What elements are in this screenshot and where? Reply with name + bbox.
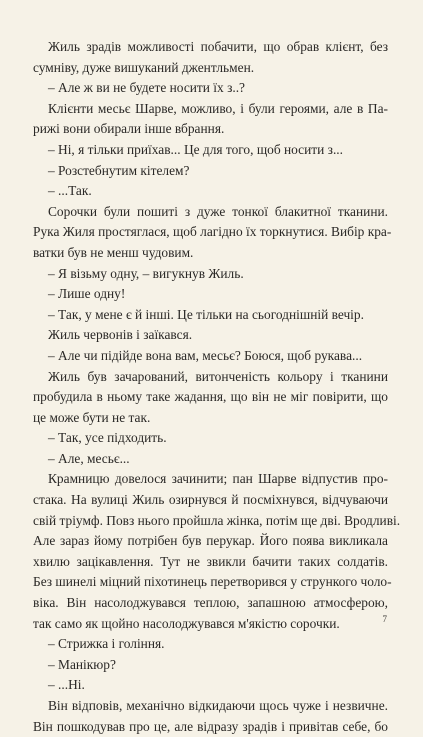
text-line: рижі вони обирали інше вбрання.	[33, 121, 225, 137]
text-line: Клієнти месьє Шарве, можливо, і були героями, але в Па-	[48, 100, 388, 116]
text-line: – Манікюр?	[48, 656, 116, 672]
text-line: – ...Так.	[48, 183, 92, 199]
text-line: Жиль був зачарований, витонченість кольору і тканини	[48, 368, 388, 384]
text-line: – Але ж ви не будете носити їх з..?	[48, 80, 245, 96]
text-line: так само як щойно насолоджувався м'якістю сорочки.	[33, 615, 340, 631]
text-line: віка. Він насолоджувався теплою, запашною атмосферою,	[33, 595, 388, 611]
text-line: – Але, месьє...	[48, 450, 130, 466]
text-line: – ...Ні.	[48, 677, 85, 693]
text-line: Без шинелі міцний піхотинець перетворився у стрункого чоло-	[33, 574, 392, 590]
text-line: Жиль червонів і заїкався.	[48, 327, 193, 343]
text-line: – Стрижка і гоління.	[48, 636, 165, 652]
text-line: – Я візьму одну, – вигукнув Жиль.	[48, 265, 244, 281]
text-line: Але зараз йому потрібен був перукар. Його поява викликала	[33, 533, 388, 549]
text-line: свій тріумф. Повз нього пройшла жінка, потім ще дві. Вродливі.	[33, 512, 401, 528]
text-line: Рука Жиля простяглася, щоб лагідно їх торкнутися. Вибір кра-	[33, 224, 392, 240]
text-line: – Так, у мене є й інші. Це тільки на сьогоднішній вечір.	[48, 306, 364, 322]
page-body-text	[33, 37, 401, 737]
page-number: 7	[382, 614, 387, 624]
text-line: – Розстебнутим кітелем?	[48, 162, 190, 178]
text-line: Він відповів, механічно відкидаючи щось чуже і незвичне.	[48, 698, 388, 713]
text-line: – Так, усе підходить.	[48, 430, 167, 446]
text-line: – Ні, я тільки приїхав... Це для того, щоб носити з...	[48, 141, 343, 157]
text-line: Сорочки були пошиті з дуже тонкої блакитної тканини.	[48, 203, 388, 219]
text-line: стака. На вулиці Жиль озирнувся й посміхнувся, відчуваючи	[33, 492, 388, 508]
text-line: Крамницю довелося зачинити; пан Шарве відпустив про-	[48, 471, 388, 487]
text-line: Він пошкодував про це, але відразу зрадів і привітав себе, бо	[33, 718, 388, 734]
text-line: Жиль зрадів можливості побачити, що обрав клієнт, без	[48, 39, 388, 54]
text-line: – Лише одну!	[48, 286, 126, 302]
text-line: сумніву, дуже вишуканий джентльмен.	[33, 59, 255, 75]
text-line: – Але чи підійде вона вам, месьє? Боюся, щоб рукава...	[48, 347, 363, 363]
text-line: це може бути не так.	[33, 409, 151, 425]
text-line: ватки був не менш чудовим.	[33, 244, 194, 260]
text-line: пробудила в ньому таке жадання, що він не міг повірити, що	[33, 389, 388, 405]
text-line: хвилю зацікавлення. Тут не звикли бачити таких солдатів.	[33, 553, 388, 569]
